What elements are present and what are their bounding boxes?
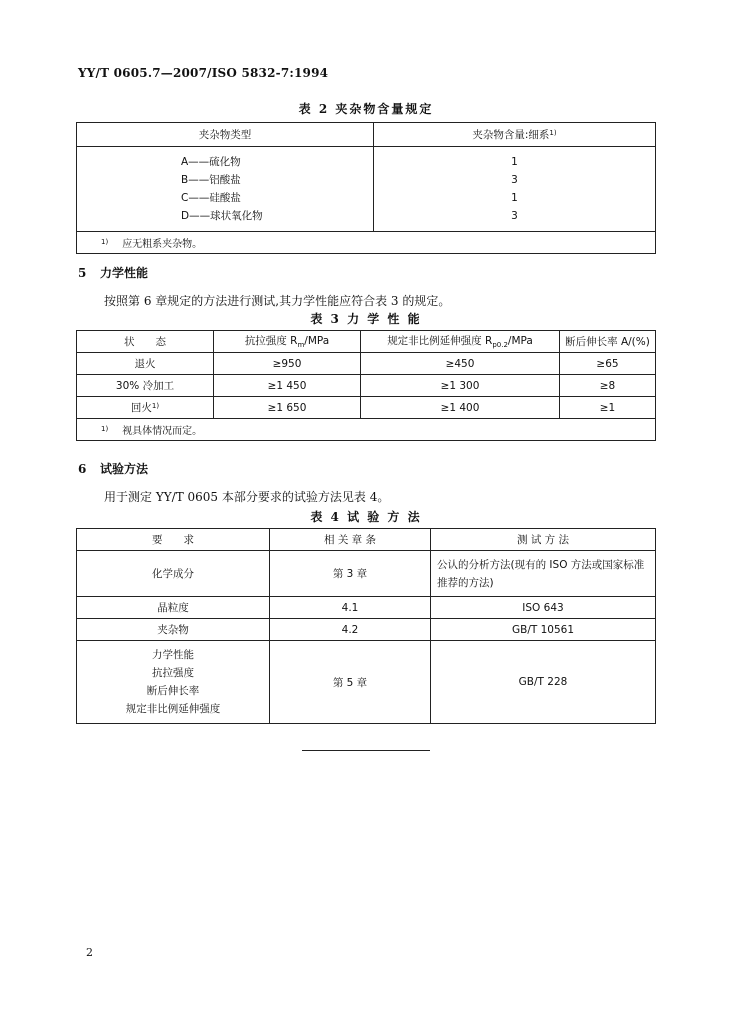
table-cell: 3 [511, 174, 518, 186]
table-row [77, 551, 656, 597]
table-cell: ≥1 400 [361, 397, 560, 419]
header-text: 规定非比例延伸强度 R [387, 335, 493, 348]
footnote-marker: 1) [151, 402, 160, 410]
table-cell: 公认的分析方法(现有的 ISO 方法或国家标准推荐的方法) [431, 551, 656, 597]
header-unit: /MPa [304, 335, 330, 348]
table-cell: 4.1 [270, 597, 431, 619]
table-row [77, 397, 656, 419]
table2-header-type: 夹杂物类型 [77, 123, 374, 147]
table-cell: GB/T 228 [431, 641, 656, 724]
table-cell: 30% 冷加工 [77, 375, 214, 397]
table-cell: ≥8 [560, 375, 656, 397]
table2-type-list [77, 147, 374, 232]
table4-header-clause: 相 关 章 条 [270, 529, 431, 551]
table-cell: ≥450 [361, 353, 560, 375]
table-cell: 4.2 [270, 619, 431, 641]
table-cell: 退火 [77, 353, 214, 375]
table4-caption: 表 4 试 验 方 法 [310, 510, 422, 524]
table2-header-content-text: 夹杂物含量:细系 [472, 129, 550, 141]
mechanical-properties-table [76, 330, 656, 441]
table-row [77, 597, 656, 619]
table-cell: 第 3 章 [270, 551, 431, 597]
table-cell: 晶粒度 [77, 597, 270, 619]
table-row: C——硅酸盐 [181, 192, 241, 204]
table-cell: 夹杂物 [77, 619, 270, 641]
section-5-heading [78, 264, 148, 281]
section-number: 6 [78, 462, 87, 476]
header-text: 抗拉强度 R [244, 335, 298, 348]
mechanical-item: 抗拉强度 [152, 667, 194, 679]
table3-footnote [77, 419, 656, 441]
standard-number-header: YY/T 0605.7—2007/ISO 5832-7:1994 [78, 66, 329, 80]
table-cell: ≥1 450 [214, 375, 361, 397]
header-subscript: m [297, 341, 305, 350]
section-6-paragraph: 用于测定 YY/T 0605 本部分要求的试验方法见表 4。 [104, 490, 390, 504]
table-row: D——球状氧化物 [181, 210, 263, 222]
footnote-text: 视具体情况而定。 [122, 426, 203, 437]
table-cell [77, 641, 270, 724]
table2-value-list [374, 147, 656, 232]
section-number: 5 [78, 266, 87, 280]
table-cell [77, 397, 214, 419]
table3-header-tensile [214, 331, 361, 353]
header-subscript: p0.2 [492, 341, 508, 350]
table-row: A——硫化物 [181, 156, 241, 168]
table-cell: 化学成分 [77, 551, 270, 597]
end-rule [302, 750, 430, 751]
table-cell: ISO 643 [431, 597, 656, 619]
table-row [77, 353, 656, 375]
table-row [77, 641, 656, 724]
table2-header-content [374, 123, 656, 147]
inclusion-content-table [76, 122, 656, 254]
header-unit: /MPa [507, 335, 533, 348]
footnote-marker: 1) [101, 238, 109, 246]
table-cell: ≥1 300 [361, 375, 560, 397]
table-row [77, 375, 656, 397]
table2-caption: 表 2 夹杂物含量规定 [298, 102, 434, 116]
section-title: 试验方法 [100, 462, 149, 476]
table-cell: GB/T 10561 [431, 619, 656, 641]
table-cell: ≥950 [214, 353, 361, 375]
section-6-heading [78, 460, 148, 477]
test-methods-table [76, 528, 656, 724]
section-5-paragraph: 按照第 6 章规定的方法进行测试,其力学性能应符合表 3 的规定。 [104, 294, 451, 308]
table-cell: 1 [511, 192, 518, 204]
table-cell: ≥65 [560, 353, 656, 375]
table-cell: 第 5 章 [270, 641, 431, 724]
footnote-text: 应无粗系夹杂物。 [122, 239, 203, 250]
table4-header-method: 测 试 方 法 [431, 529, 656, 551]
mechanical-item: 力学性能 [152, 649, 194, 661]
table3-caption: 表 3 力 学 性 能 [310, 312, 422, 326]
table-cell: 3 [511, 210, 518, 222]
table-cell: 1 [511, 156, 518, 168]
table-cell: ≥1 [560, 397, 656, 419]
table2-header-footnote-marker: 1) [549, 129, 557, 137]
footnote-marker: 1) [101, 425, 109, 433]
table3-header-elongation: 断后伸长率 A/(%) [560, 331, 656, 353]
table3-header-state: 状 态 [77, 331, 214, 353]
page-number: 2 [86, 946, 93, 959]
table2-footnote [77, 232, 656, 254]
table-row [77, 619, 656, 641]
table-cell: ≥1 650 [214, 397, 361, 419]
table4-header-requirement: 要 求 [77, 529, 270, 551]
table3-header-yield [361, 331, 560, 353]
mechanical-item: 断后伸长率 [146, 685, 200, 697]
section-title: 力学性能 [100, 266, 149, 280]
table-row: B——铝酸盐 [181, 174, 241, 186]
cell-text: 回火 [130, 402, 152, 414]
mechanical-item: 规定非比例延伸强度 [125, 703, 221, 715]
